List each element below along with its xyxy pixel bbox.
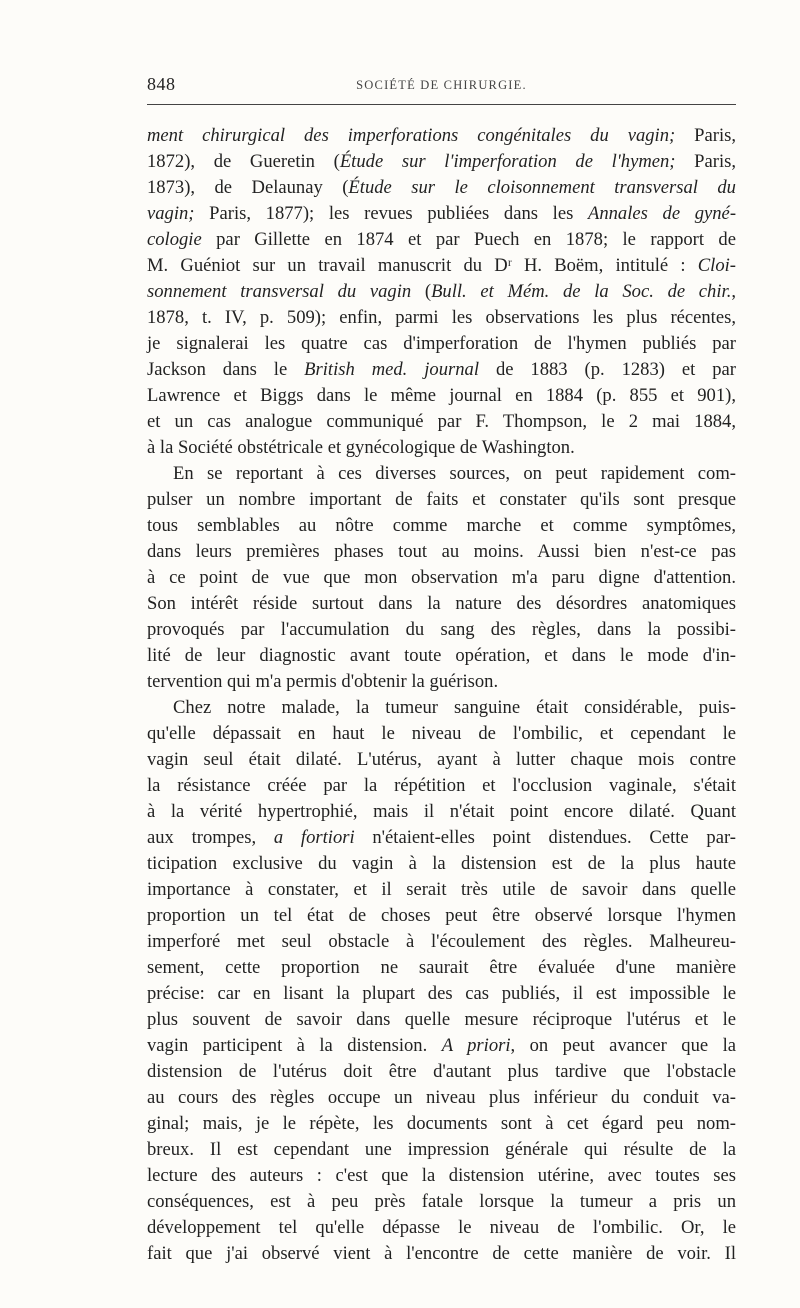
text-line — [147, 981, 736, 1007]
text-run: je signalerai les quatre cas d'imperforation de l'hymen publiés par — [147, 333, 736, 354]
text-run: Jackson dans le — [147, 359, 305, 380]
text-line — [147, 1111, 736, 1137]
header-rule — [147, 104, 736, 105]
text-line — [147, 227, 736, 253]
text-run: Paris, — [675, 125, 737, 146]
text-run: , — [731, 281, 737, 302]
text-line — [147, 513, 736, 539]
text-run: provoqués par l'accumulation du sang des règles, dans la possibi- — [147, 619, 736, 640]
text-run: vagin seul était dilaté. L'utérus, ayant à lutter chaque mois contre — [147, 749, 736, 770]
text-line — [147, 955, 736, 981]
text-run: 1872), de Gueretin ( — [147, 151, 340, 172]
text-line — [147, 409, 736, 435]
text-run: sement, cette proportion ne saurait être évaluée d'une manière — [147, 957, 736, 978]
text-run: vagin participent à la distension. — [147, 1035, 442, 1056]
text-line — [147, 201, 736, 227]
text-line — [147, 175, 736, 201]
text-run: à la Société obstétricale et gynécologique de Washington. — [147, 437, 575, 458]
text-line — [147, 591, 736, 617]
running-title: SOCIÉTÉ DE CHIRURGIE. — [356, 78, 527, 92]
text-run: par Gillette en 1874 et par Puech en 1878; le rapport de — [201, 229, 736, 250]
text-line — [147, 1163, 736, 1189]
text-run: tous semblables au nôtre comme marche et comme symptômes, — [147, 515, 736, 536]
text-line — [147, 799, 736, 825]
text-line — [147, 669, 736, 695]
text-run: au cours des règles occupe un niveau plus inférieur du conduit va- — [147, 1087, 736, 1108]
text-run: dans leurs premières phases tout au moins. Aussi bien n'est-ce pas — [147, 541, 736, 562]
text-line — [147, 435, 736, 461]
italic-text: a fortiori — [273, 827, 355, 848]
text-run: , on peut avancer que la — [510, 1035, 736, 1056]
text-run: Son intérêt réside surtout dans la nature des désordres anatomiques — [147, 593, 736, 614]
text-run: breux. Il est cependant une impression générale qui résulte de la — [147, 1139, 736, 1160]
text-run: à la vérité hypertrophié, mais il n'était point encore dilaté. Quant — [147, 801, 736, 822]
text-line — [147, 305, 736, 331]
text-run: n'étaient-elles point distendues. Cette par- — [354, 827, 736, 848]
page-number: 848 — [147, 74, 176, 94]
italic-text: A priori — [441, 1035, 511, 1056]
text-line — [147, 877, 736, 903]
text-run: imperforé met seul obstacle à l'écoulement des règles. Malheureu- — [147, 931, 736, 952]
italic-text: vagin; — [147, 203, 195, 224]
text-line — [147, 747, 736, 773]
text-run: 1873), de Delaunay ( — [147, 177, 349, 198]
italic-text: British med. journal — [304, 359, 480, 380]
text-line — [147, 825, 736, 851]
page-header — [147, 74, 736, 96]
text-line — [147, 383, 736, 409]
italic-text: Étude sur le cloisonnement transversal du — [348, 177, 736, 198]
italic-text: cologie — [147, 229, 202, 250]
text-line — [147, 643, 736, 669]
text-line — [147, 331, 736, 357]
italic-text: Étude sur l'imperforation de l'hymen; — [339, 151, 676, 172]
text-run: qu'elle dépassait en haut le niveau de l'ombilic, et cependant le — [147, 723, 736, 744]
text-line — [147, 357, 736, 383]
text-line — [147, 253, 736, 279]
text-run: En se reportant à ces diverses sources, on peut rapidement com- — [173, 463, 736, 484]
text-line — [147, 851, 736, 877]
text-line — [147, 565, 736, 591]
text-line — [147, 721, 736, 747]
text-run: ( — [411, 281, 432, 302]
text-run: M. Guéniot sur un travail manuscrit du Dʳ H. Boëm, intitulé : — [147, 255, 698, 276]
text-run: conséquences, est à peu près fatale lorsque la tumeur a pris un — [147, 1191, 736, 1212]
text-run: Paris, 1877); les revues publiées dans les — [194, 203, 588, 224]
text-line — [147, 1059, 736, 1085]
text-run: Paris, — [675, 151, 737, 172]
text-line — [147, 461, 736, 487]
text-line — [147, 1189, 736, 1215]
italic-text: Annales de gyné- — [587, 203, 737, 224]
text-run: pulser un nombre important de faits et constater qu'ils sont presque — [147, 489, 736, 510]
text-run: de 1883 (p. 1283) et par — [479, 359, 736, 380]
text-run: ticipation exclusive du vagin à la distension est de la plus haute — [147, 853, 736, 874]
text-line — [147, 1137, 736, 1163]
text-line — [147, 1215, 736, 1241]
text-line — [147, 123, 736, 149]
text-run: lité de leur diagnostic avant toute opération, et dans le mode d'in- — [147, 645, 736, 666]
text-run: lecture des auteurs : c'est que la distension utérine, avec toutes ses — [147, 1165, 736, 1186]
text-run: précise: car en lisant la plupart des cas publiés, il est impossible le — [147, 983, 736, 1004]
text-run: la résistance créée par la répétition et l'occlusion vaginale, s'était — [147, 775, 736, 796]
text-run: proportion un tel état de choses peut être observé lorsque l'hymen — [147, 905, 736, 926]
text-run: et un cas analogue communiqué par F. Thompson, le 2 mai 1884, — [147, 411, 736, 432]
text-run: développement tel qu'elle dépasse le niveau de l'ombilic. Or, le — [147, 1217, 736, 1238]
text-line — [147, 279, 736, 305]
text-line — [147, 773, 736, 799]
text-run: Lawrence et Biggs dans le même journal en 1884 (p. 855 et 901), — [147, 385, 736, 406]
text-run: distension de l'utérus doit être d'autant plus tardive que l'obstacle — [147, 1061, 736, 1082]
text-line — [147, 1085, 736, 1111]
text-line — [147, 903, 736, 929]
text-run: ginal; mais, je le répète, les documents sont à cet égard peu nom- — [147, 1113, 736, 1134]
text-run: 1878, t. IV, p. 509); enfin, parmi les observations les plus récentes, — [147, 307, 736, 328]
text-run: aux trompes, — [147, 827, 274, 848]
text-line — [147, 149, 736, 175]
text-run: Chez notre malade, la tumeur sanguine était considérable, puis- — [173, 697, 736, 718]
text-line — [147, 695, 736, 721]
text-line — [147, 929, 736, 955]
italic-text: Cloi- — [697, 255, 736, 276]
body-text — [147, 123, 736, 1267]
italic-text: sonnement transversal du vagin — [147, 281, 412, 302]
text-line — [147, 1007, 736, 1033]
italic-text: ment chirurgical des imperforations congénitales du vagin; — [147, 125, 676, 146]
text-run: à ce point de vue que mon observation m'a paru digne d'attention. — [147, 567, 736, 588]
text-run: importance à constater, et il serait très utile de savoir dans quelle — [147, 879, 736, 900]
text-line — [147, 539, 736, 565]
text-line — [147, 1241, 736, 1267]
text-run: fait que j'ai observé vient à l'encontre de cette manière de voir. Il — [147, 1243, 736, 1264]
text-run: tervention qui m'a permis d'obtenir la guérison. — [147, 671, 499, 692]
text-line — [147, 617, 736, 643]
text-run: plus souvent de savoir dans quelle mesure réciproque l'utérus et le — [147, 1009, 736, 1030]
text-line — [147, 487, 736, 513]
italic-text: Bull. et Mém. de la Soc. de chir. — [431, 281, 732, 302]
text-line — [147, 1033, 736, 1059]
